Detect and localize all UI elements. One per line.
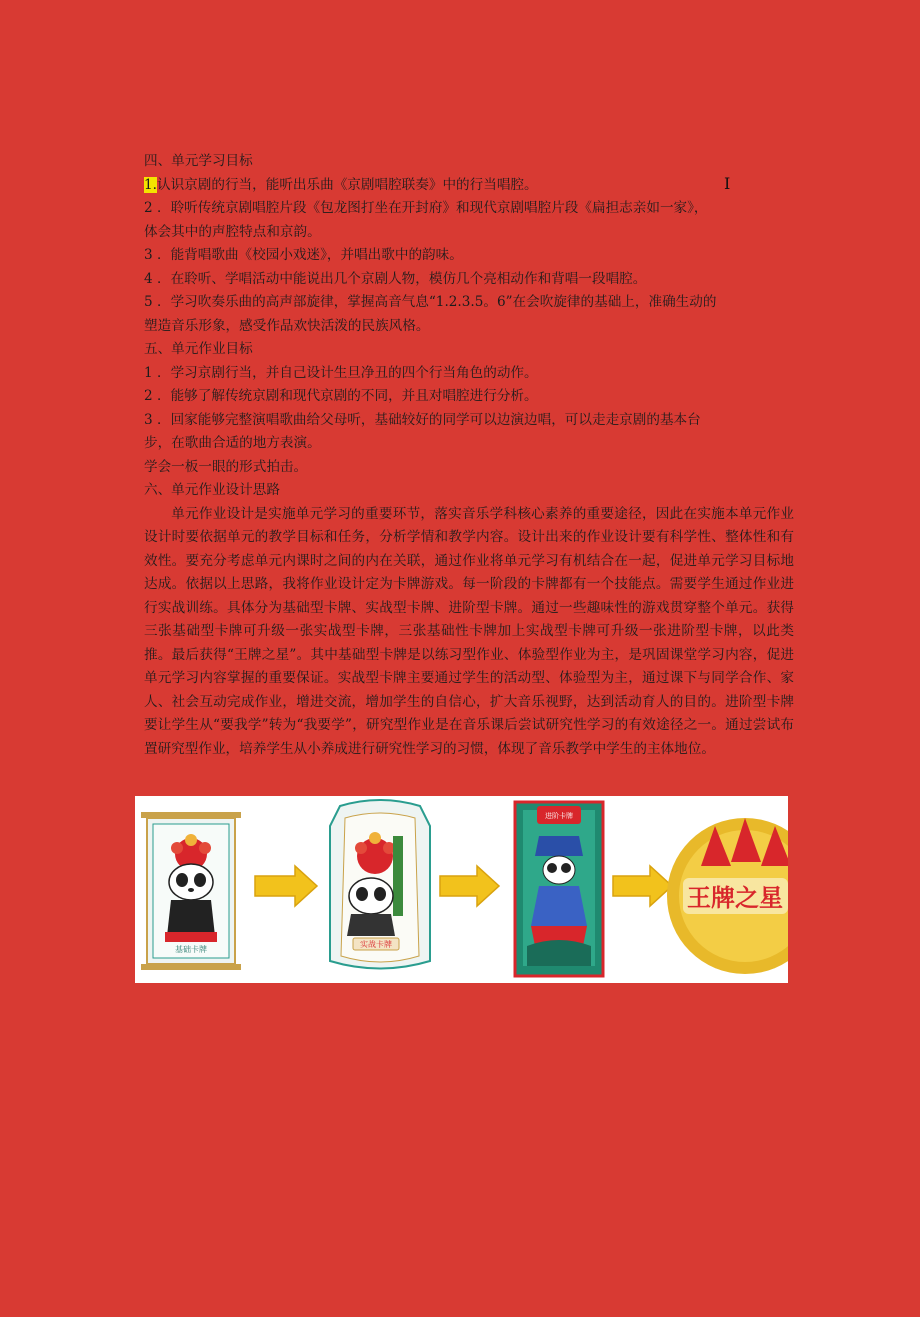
practical-card-label: 实战卡牌 xyxy=(360,940,392,949)
goal-4-text: ．在聆听、学唱活动中能说出几个京剧人物，模仿几个亮相动作和背唱一段唱腔。 xyxy=(156,270,647,287)
goal-1-number: 1. xyxy=(144,176,157,193)
goal-5-number: 5 xyxy=(144,294,153,310)
hw-1-text: ．学习京剧行当，并自己设计生旦净丑的四个行当角色的动作。 xyxy=(156,364,538,381)
goal-item-2-cont: 体会其中的声腔特点和京韵。 xyxy=(144,223,321,240)
hw-item-1 xyxy=(144,362,794,386)
arrow-icon xyxy=(613,866,672,906)
basic-card xyxy=(141,812,241,970)
goal-1-text: 认识京剧的行当，能听出乐曲《京剧唱腔联奏》中的行当唱腔。 xyxy=(156,176,538,193)
text-cursor-icon: I xyxy=(724,174,731,193)
goal-item-5 xyxy=(144,291,794,315)
goal-2-text: ．聆听传统京剧唱腔片段《包龙图打坐在开封府》和现代京剧唱腔片段《扁担志亲如一家》， xyxy=(156,200,708,216)
goal-5-text: ．学习吹奏乐曲的高声部旋律，掌握高音气息“1.2.3.5。6”在会吹旋律的基础上，准确生动的 xyxy=(156,294,717,310)
arrow-icon xyxy=(255,866,317,906)
goal-item-4 xyxy=(144,268,794,292)
goal-item-1 xyxy=(144,174,794,198)
hw-3-text: ．回家能够完整演唱歌曲给父母听，基础较好的同学可以边演边唱，可以走走京剧的基本台 xyxy=(156,411,701,428)
hw-item-2 xyxy=(144,385,794,409)
hw-item-3-cont: 步，在歌曲合适的地方表演。 xyxy=(144,435,321,451)
practical-card xyxy=(330,800,430,969)
hw-2-number: 2 xyxy=(144,388,153,404)
section5-title: 五、单元作业目标 xyxy=(144,341,253,357)
card-progression-illustration xyxy=(135,796,788,983)
goal-4-number: 4 xyxy=(144,270,153,287)
hw-item-3 xyxy=(144,409,794,433)
goal-2-number: 2 xyxy=(144,200,153,216)
document-body xyxy=(144,150,794,761)
advanced-card xyxy=(515,802,603,976)
basic-card-label: 基础卡牌 xyxy=(175,945,207,954)
goal-3-text: ．能背唱歌曲《校园小戏迷》，并唱出歌中的韵味。 xyxy=(156,247,463,263)
design-paragraph: 单元作业设计是实施单元学习的重要环节，落实音乐学科核心素养的重要途径，因此在实施本单元作业设计时要依据单元的教学目标和任务，分析学情和教学内容。设计出来的作业设计要有科学性、整体性和有效性。要充分考虑单元内课时之间的内在关联，通过作业将单元学习有机结合在一起，促进单元学习目标地达成。依据以上思路，我将作业设计定为卡牌游戏。每一阶段的卡牌都有一个技能点。需要学生通过作业进行实战训练。具体分为基础型卡牌、实战型卡牌、进阶型卡牌。通过一些趣味性的游戏贯穿整个单元。获得三张基础型卡牌可升级一张实战型卡牌，三张基础性卡牌加上实战型卡牌可升级一张进阶型卡牌，以此类推。最后获得“王牌之星”。其中基础型卡牌是以练习型作业、体验型作业为主，是巩固课堂学习内容，促进单元学习内容掌握的重要保证。实战型卡牌主要通过学生的活动型、体验型为主，通过课下与同学合作、家人、社会互动完成作业，增进交流，增加学生的自信心，扩大音乐视野，达到活动育人的目的。进阶型卡牌要让学生从“要我学”转为“我要学”，研究型作业是在音乐课后尝试研究性学习的有效途径之一。通过尝试布置研究型作业，培养学生从小养成进行研究性学习的习惯，体现了音乐教学中学生的主体地位。 xyxy=(144,505,794,757)
hw-item-extra: 学会一板一眼的形式拍击。 xyxy=(144,458,308,475)
section4-title: 四、单元学习目标 xyxy=(144,153,253,169)
goal-item-5-cont: 塑造音乐形象，感受作品欢快活泼的民族风格。 xyxy=(144,317,430,334)
advanced-card-label: 进阶卡牌 xyxy=(545,812,573,820)
hw-1-number: 1 xyxy=(144,364,153,381)
ace-star-label: 王牌之星 xyxy=(687,884,783,912)
goal-3-number: 3 xyxy=(144,247,153,263)
card-progression-image xyxy=(135,796,788,983)
hw-3-number: 3 xyxy=(144,411,153,428)
hw-2-text: ．能够了解传统京剧和现代京剧的不同，并且对唱腔进行分析。 xyxy=(156,388,538,404)
section6-title: 六、单元作业设计思路 xyxy=(144,482,280,498)
goal-item-3 xyxy=(144,244,794,268)
ace-star-medal xyxy=(667,818,788,974)
arrow-icon xyxy=(440,866,499,906)
goal-item-2 xyxy=(144,197,794,221)
